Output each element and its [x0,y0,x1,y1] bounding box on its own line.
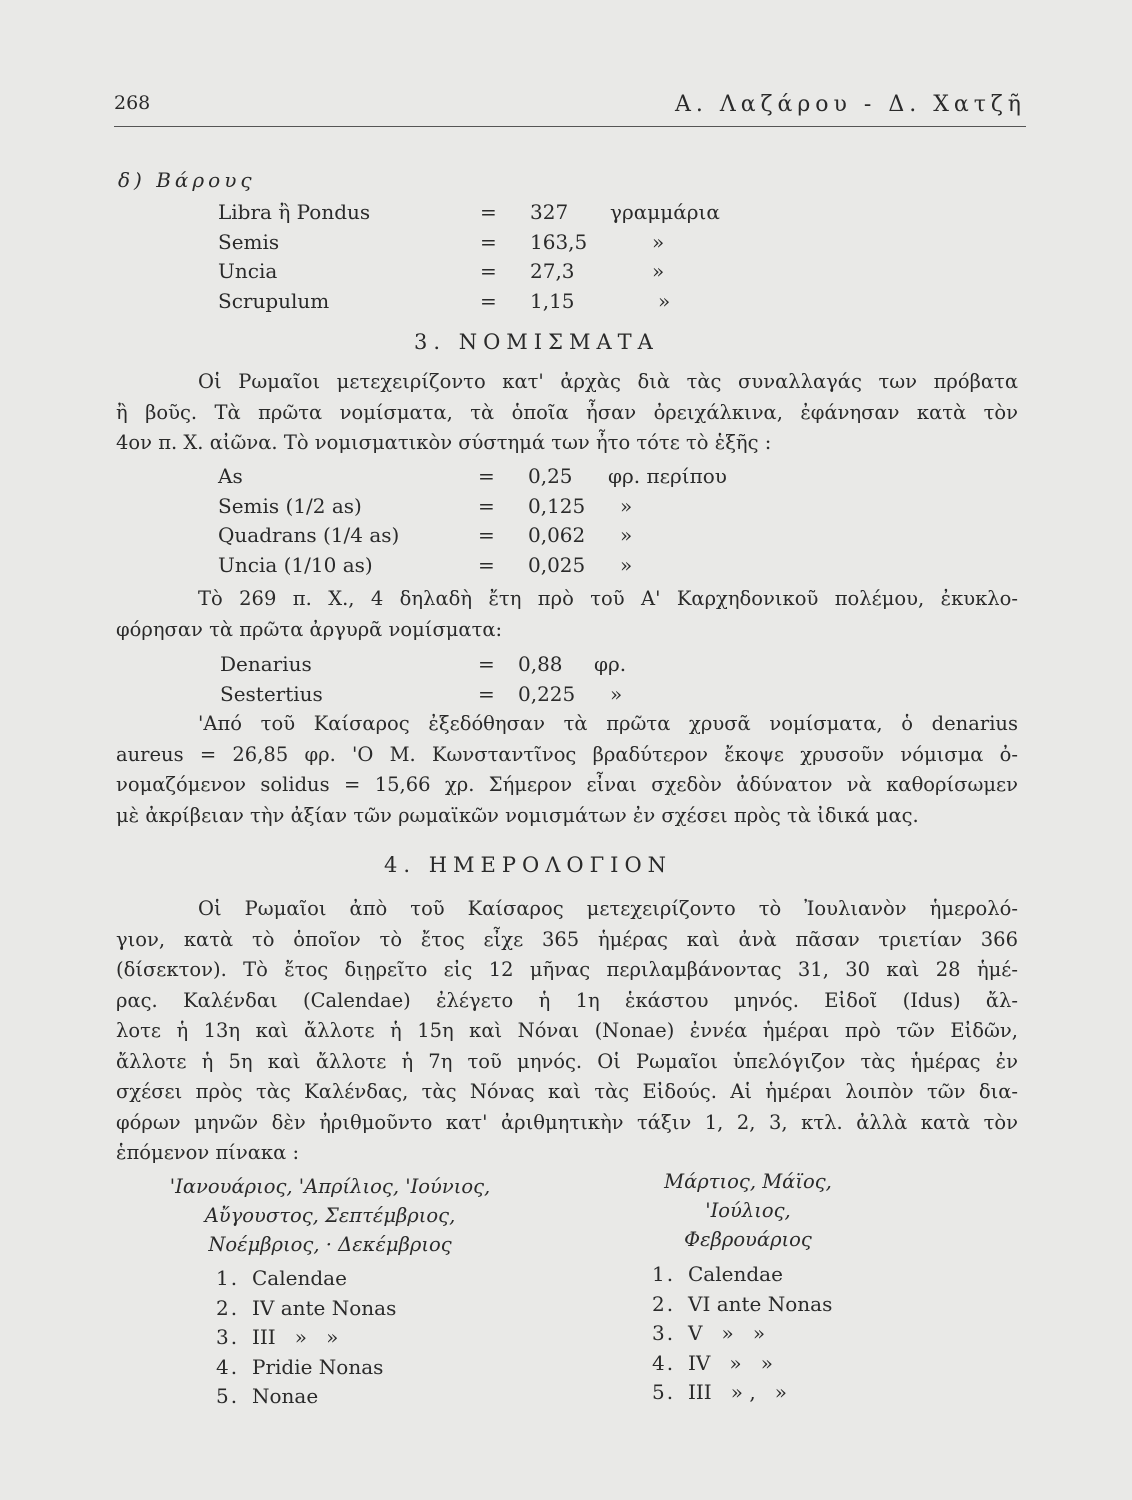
left-days-list [216,1266,396,1414]
coins-intro-paragraph: Οἱ Ρωμαῖοι μετεχειρίζοντο κατ' ἀρχὰς διὰ τὰς συναλλαγάς των πρόβατα ἢ βοῦς. Τὰ πρῶτα νομίσματα, τὰ ὁποῖα ἦσαν ὀρειχάλκινα, ἐφάνησαν κατὰ τὸν 4ον π. Χ. αἰῶνα. Τὸ νομισματικὸν σύστημά των ἦτο τότε τὸ ἑξῆς : [116,370,1018,454]
right-days-list [652,1262,832,1410]
list-item: 1. Calendae [216,1266,347,1290]
right-months-group: Μάρτιος, Μάϊος, 'Ιούλιος, Φεβρουάριος [664,1170,832,1251]
left-months-group: 'Ιανουάριος, 'Απρίλιος, 'Ιούνιος, Αὔγουστος, Σεπτέμβριος, Νοέμβριος, · Δεκέμβριος [169,1175,491,1256]
gold-paragraph: 'Από τοῦ Καίσαρος ἐξεδόθησαν τὰ πρῶτα χρυσᾶ νομίσματα, ὁ denarius aureus = 26,85 φρ. 'Ο Μ. Κωνσταντῖνος βραδύτερον ἔκοψε χρυσοῦν νόμισμα ὀ- νομαζόμενον solidus = 15,66 χρ. Σήμερον εἶναι σχεδὸν ἀδύνατον νὰ καθορίσωμεν μὲ ἀκρίβειαν τὴν ἀξίαν τῶν ρωμαϊκῶν νομισμάτων ἐν σχέσει πρὸς τὰ ἰδικά μας. [116,712,1018,827]
list-item: 3. V » » [652,1321,766,1345]
list-item: 4. Pridie Nonas [216,1354,384,1379]
page-number: 268 [114,92,151,114]
calendar-paragraph: Οἱ Ρωμαῖοι ἀπὸ τοῦ Καίσαρος μετεχειρίζοντο τὸ Ἰουλιανὸν ἡμερολό- γιον, κατὰ τὸ ὁποῖον τὸ ἔτος εἶχε 365 ἡμέρας καὶ ἀνὰ πᾶσαν τριετίαν 366 (δίσεκτον). Τὸ ἔτος διῃρεῖτο εἰς 12 μῆνας περιλαμβάνοντας 31, 30 καὶ 28 ἡμέ- ρας. Καλένδαι (Calendae) ἐλέγετο ἡ 1η ἑκάστου μηνός. Εἰδοῖ (Idus) ἄλ- λοτε ἡ 13η καὶ ἄλλοτε ἡ 15η καὶ Νόναι (Nonae) ἐννέα ἡμέραι πρὸ τῶν Εἰδῶν, ἄλλοτε ἡ 5η καὶ ἄλλοτε ἡ 7η τοῦ μηνός. Οἱ Ρωμαῖοι ὑπελόγιζον τὰς ἡμέρας ἐν σχέσει πρὸς τὰς Καλένδας, τὰς Νόνας καὶ τὰς Εἰδούς. Αἱ ἡμέραι λοιπὸν τῶν δια- φόρων μηνῶν δὲν ἠριθμοῦντο κατ' ἀριθμητικὴν τάξιν 1, 2, 3, κτλ. ἀλλὰ κατὰ τὸν ἑπόμενον πίνακα : [116,897,1018,1164]
page-header [114,92,1026,122]
list-item: 3. III » » [216,1325,339,1349]
silver-intro-paragraph: Τὸ 269 π. Χ., 4 δηλαδὴ ἔτη πρὸ τοῦ Α' Καρχηδονικοῦ πολέμου, ἐκυκλο- φόρησαν τὰ πρῶτα ἀργυρᾶ νομίσματα: [116,587,1018,641]
list-item: 2. VI ante Nonas [652,1291,833,1316]
book-page: 268 Α. Λαζάρου - Δ. Χατζῆ δ) Βάρους Libra ἢ Pondus = 327 γραμμάρια Semis = 163,5 » Uncia = 27,3 » Scrupulum = 1,15 » 3. ΝΟΜΙΣΜΑΤΑ Οἱ Ρωμαῖοι μετεχειρίζοντο κατ' ἀρχὰς διὰ τὰς συναλλαγάς των πρόβατα ἢ βοῦς. Τὰ πρῶτα νομίσματα, τὰ ὁποῖα ἦσαν ὀρειχάλκινα, ἐφάνησαν κατὰ τὸν 4ον π. Χ. αἰῶνα. Τὸ νομισματικὸν σύστημά των ἦτο τότε τὸ ἑξῆς : As = 0,25 φρ. περίπου Semis (1/2 as) = 0,125 » Quadrans (1/4 as) = 0,062 » Uncia (1/10 as) = 0,025 » Τὸ 269 π. Χ., 4 δηλαδὴ ἔτη πρὸ τοῦ Α' Καρχηδονικοῦ πολέμου, ἐκυκλο- φόρησαν τὰ πρῶτα ἀργυρᾶ νομίσματα: Denarius = 0,88 φρ. Sestertius = 0,225 » 'Από τοῦ Καίσαρος ἐξεδόθησαν τὰ πρῶτα χρυσᾶ νομίσματα, ὁ denarius aureus = 26,85 φρ. 'Ο Μ. Κωνσταντῖνος βραδύτερον ἔκοψε χρυσοῦν νόμισμα ὀ- νομαζόμενον solidus = 15,66 χρ. Σήμερον εἶναι σχεδὸν ἀδύνατον νὰ καθορίσωμεν μὲ ἀκρίβειαν τὴν ἀξίαν τῶν ρωμαϊκῶν νομισμάτων ἐν σχέσει πρὸς τὰ ἰδικά μας. 4. ΗΜΕΡΟΛΟΓΙΟΝ Οἱ Ρωμαῖοι ἀπὸ τοῦ Καίσαρος μετεχειρίζοντο τὸ Ἰουλιανὸν ἡμερολό- γιον, κατὰ τὸ ὁποῖον τὸ ἔτος εἶχε 365 ἡμέρας καὶ ἀνὰ πᾶσαν τριετίαν 366 (δίσεκτον). Τὸ ἔτος διῃρεῖτο εἰς 12 μῆνας περιλαμβάνοντας 31, 30 καὶ 28 ἡμέ- ρας. Καλένδαι (Calendae) ἐλέγετο ἡ 1η ἑκάστου μηνός. Εἰδοῖ (Idus) ἄλ- λοτε ἡ 13η καὶ ἄλλοτε ἡ 15η καὶ Νόναι (Nonae) ἐννέα ἡμέραι πρὸ τῶν Εἰδῶν, ἄλλοτε ἡ 5η καὶ ἄλλοτε ἡ 7η τοῦ μηνός. Οἱ Ρωμαῖοι ὑπελόγιζον τὰς ἡμέρας ἐν σχέσει πρὸς τὰς Καλένδας, τὰς Νόνας καὶ τὰς Εἰδούς. Αἱ ἡμέραι λοιπὸν τῶν δια- φόρων μηνῶν δὲν ἠριθμοῦντο κατ' ἀριθμητικὴν τάξιν 1, 2, 3, κτλ. ἀλλὰ κατὰ τὸν ἑπόμενον πίνακα : 'Ιανουάριος, 'Απρίλιος, 'Ιούνιος, Αὔγουστος, Σεπτέμβριος, Νοέμβριος, · Δεκέμβριος Μάρτιος, Μάϊος, 'Ιούλιος, Φεβρουάριος 1. Calendae 2. IV ante Nonas 3. III » » 4. Pridie Nonas 5. Nonae 1. Calendae 2. VI ante Nonas 3. V » » 4. IV » » 5. III » , » [0,0,1132,1500]
list-item: 5. Nonae [216,1384,319,1408]
list-item: 4. IV » » [652,1350,773,1375]
list-item: 2. IV ante Nonas [216,1295,397,1320]
weights-subheading: δ) Βάρους [118,168,256,192]
header-rule [114,126,1026,127]
running-title: Α. Λαζάρου - Δ. Χατζῆ [674,92,1026,117]
list-item: 5. III » , » [652,1380,788,1404]
coins-heading: 3. ΝΟΜΙΣΜΑΤΑ [414,330,659,354]
calendar-heading: 4. ΗΜΕΡΟΛΟΓΙΟΝ [384,853,673,877]
list-item: 1. Calendae [652,1262,783,1286]
